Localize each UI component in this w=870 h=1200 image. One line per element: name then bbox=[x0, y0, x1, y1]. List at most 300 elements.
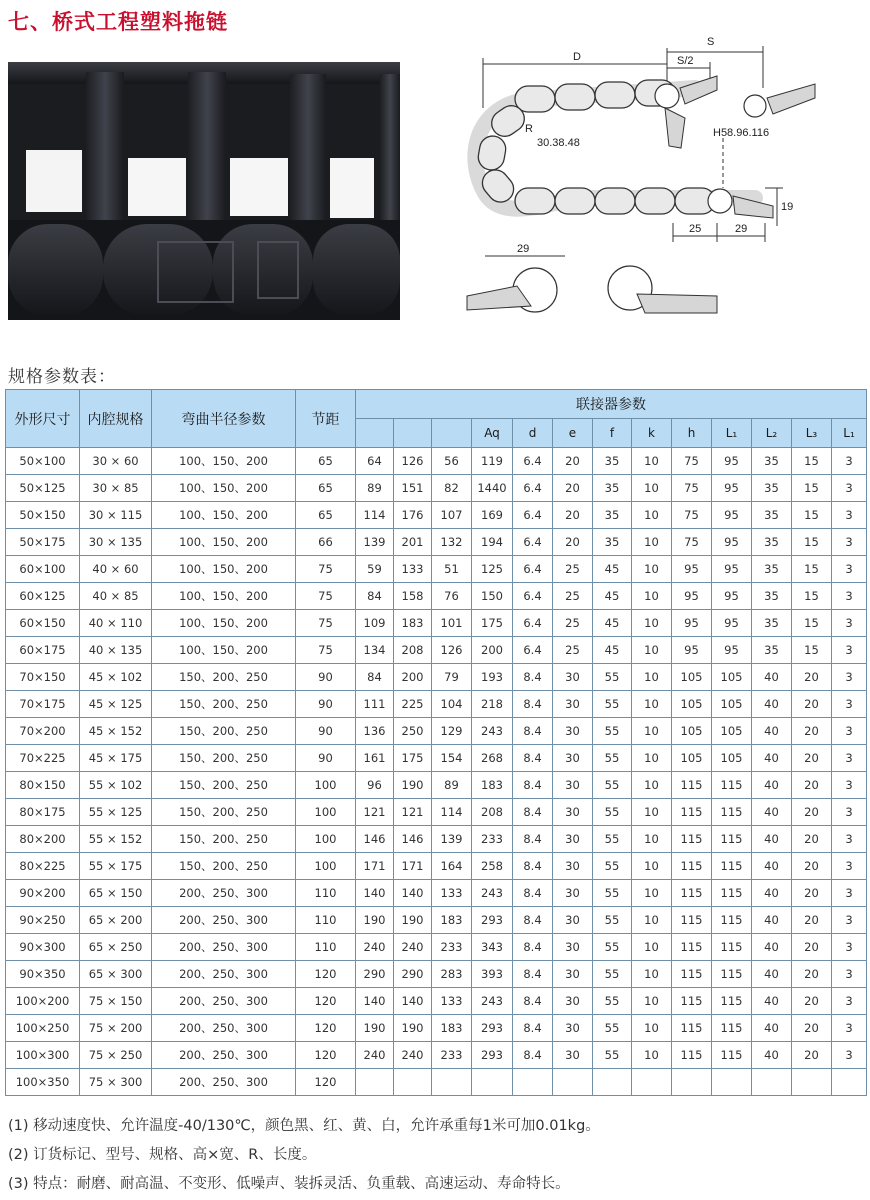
table-cell: 95 bbox=[712, 475, 752, 502]
table-cell: 100、150、200 bbox=[152, 502, 296, 529]
table-cell: 65 bbox=[296, 475, 356, 502]
table-cell: 105 bbox=[712, 718, 752, 745]
table-cell: 55 bbox=[593, 1042, 632, 1069]
table-cell: 8.4 bbox=[513, 988, 553, 1015]
table-row bbox=[6, 583, 867, 610]
table-cell: 15 bbox=[792, 502, 832, 529]
table-cell: 3 bbox=[832, 637, 867, 664]
table-cell: 8.4 bbox=[513, 799, 553, 826]
table-cell: 1440 bbox=[472, 475, 513, 502]
table-cell: 115 bbox=[712, 880, 752, 907]
table-cell: 65 bbox=[296, 448, 356, 475]
table-cell: 120 bbox=[296, 1069, 356, 1096]
table-cell: 90×250 bbox=[6, 907, 80, 934]
table-cell: 8.4 bbox=[513, 934, 553, 961]
table-cell: 183 bbox=[472, 772, 513, 799]
table-cell: 119 bbox=[472, 448, 513, 475]
table-cell: 200、250、300 bbox=[152, 1015, 296, 1042]
table-row bbox=[6, 475, 867, 502]
spec-table bbox=[5, 389, 867, 1096]
table-cell: 150、200、250 bbox=[152, 691, 296, 718]
table-cell: 115 bbox=[672, 853, 712, 880]
table-cell: 20 bbox=[792, 1042, 832, 1069]
table-cell: 107 bbox=[432, 502, 472, 529]
table-cell: 3 bbox=[832, 853, 867, 880]
table-cell: 20 bbox=[792, 961, 832, 988]
table-cell: 243 bbox=[472, 988, 513, 1015]
table-row bbox=[6, 502, 867, 529]
table-cell: 200、250、300 bbox=[152, 1042, 296, 1069]
table-cell: 55 bbox=[593, 934, 632, 961]
sub-header-cell: L₂ bbox=[752, 419, 792, 448]
table-cell: 105 bbox=[672, 664, 712, 691]
table-row bbox=[6, 988, 867, 1015]
table-cell: 100×350 bbox=[6, 1069, 80, 1096]
table-cell: 10 bbox=[632, 475, 672, 502]
table-cell: 290 bbox=[356, 961, 394, 988]
table-cell: 76 bbox=[432, 583, 472, 610]
table-cell: 50×175 bbox=[6, 529, 80, 556]
table-cell: 8.4 bbox=[513, 853, 553, 880]
table-cell: 25 bbox=[553, 637, 593, 664]
table-cell bbox=[752, 1069, 792, 1096]
table-cell: 115 bbox=[712, 826, 752, 853]
table-cell: 120 bbox=[296, 1015, 356, 1042]
table-cell: 40 bbox=[752, 799, 792, 826]
table-cell: 121 bbox=[394, 799, 432, 826]
table-cell: 60×175 bbox=[6, 637, 80, 664]
table-cell: 45 bbox=[593, 637, 632, 664]
table-cell: 111 bbox=[356, 691, 394, 718]
table-row bbox=[6, 799, 867, 826]
table-cell: 40 × 85 bbox=[80, 583, 152, 610]
table-cell: 175 bbox=[394, 745, 432, 772]
table-cell: 100、150、200 bbox=[152, 556, 296, 583]
table-cell: 126 bbox=[432, 637, 472, 664]
table-cell: 96 bbox=[356, 772, 394, 799]
table-cell: 30 × 60 bbox=[80, 448, 152, 475]
table-row bbox=[6, 1015, 867, 1042]
table-cell: 15 bbox=[792, 475, 832, 502]
table-cell: 82 bbox=[432, 475, 472, 502]
table-cell bbox=[432, 1069, 472, 1096]
table-cell: 10 bbox=[632, 880, 672, 907]
table-cell: 55 bbox=[593, 799, 632, 826]
table-cell: 40 bbox=[752, 1015, 792, 1042]
diagram-label-s-half: S/2 bbox=[677, 55, 694, 67]
table-cell bbox=[832, 1069, 867, 1096]
sub-header-cell: f bbox=[593, 419, 632, 448]
table-cell: 8.4 bbox=[513, 826, 553, 853]
table-cell: 65 bbox=[296, 502, 356, 529]
table-cell: 60×100 bbox=[6, 556, 80, 583]
table-cell: 115 bbox=[672, 826, 712, 853]
table-cell: 40 bbox=[752, 988, 792, 1015]
table-cell: 133 bbox=[432, 988, 472, 1015]
table-cell: 30 bbox=[553, 907, 593, 934]
table-cell: 154 bbox=[432, 745, 472, 772]
table-cell: 10 bbox=[632, 556, 672, 583]
table-cell: 200 bbox=[394, 664, 432, 691]
table-cell: 110 bbox=[296, 880, 356, 907]
table-cell: 3 bbox=[832, 529, 867, 556]
diagram-label-29-left: 29 bbox=[517, 243, 530, 255]
note-3: (3) 特点：耐磨、耐高温、不变形、低噪声、装拆灵活、负重载、高速运动、寿命特长。 bbox=[8, 1176, 570, 1192]
table-cell: 6.4 bbox=[513, 529, 553, 556]
sub-header-cell bbox=[432, 419, 472, 448]
table-cell: 129 bbox=[432, 718, 472, 745]
table-cell: 3 bbox=[832, 475, 867, 502]
table-cell: 55 bbox=[593, 718, 632, 745]
table-cell: 10 bbox=[632, 826, 672, 853]
table-cell: 90×200 bbox=[6, 880, 80, 907]
table-cell: 35 bbox=[593, 448, 632, 475]
table-cell: 40 × 110 bbox=[80, 610, 152, 637]
table-cell: 104 bbox=[432, 691, 472, 718]
table-cell: 140 bbox=[356, 880, 394, 907]
table-cell: 6.4 bbox=[513, 502, 553, 529]
table-cell bbox=[472, 1069, 513, 1096]
table-cell: 240 bbox=[394, 1042, 432, 1069]
table-cell: 65 × 250 bbox=[80, 934, 152, 961]
table-cell: 55 bbox=[593, 853, 632, 880]
table-cell: 190 bbox=[356, 907, 394, 934]
table-cell: 343 bbox=[472, 934, 513, 961]
table-cell: 10 bbox=[632, 448, 672, 475]
table-cell: 3 bbox=[832, 880, 867, 907]
table-cell: 183 bbox=[432, 907, 472, 934]
table-cell: 20 bbox=[792, 826, 832, 853]
table-cell: 200、250、300 bbox=[152, 1069, 296, 1096]
table-cell: 55 × 102 bbox=[80, 772, 152, 799]
table-cell: 3 bbox=[832, 718, 867, 745]
table-cell: 20 bbox=[553, 529, 593, 556]
table-cell: 75 × 300 bbox=[80, 1069, 152, 1096]
table-row bbox=[6, 1042, 867, 1069]
table-row bbox=[6, 691, 867, 718]
table-cell bbox=[712, 1069, 752, 1096]
table-cell: 233 bbox=[472, 826, 513, 853]
table-cell: 200、250、300 bbox=[152, 880, 296, 907]
table-cell: 15 bbox=[792, 637, 832, 664]
table-cell: 208 bbox=[472, 799, 513, 826]
table-cell: 40 bbox=[752, 691, 792, 718]
table-cell: 171 bbox=[394, 853, 432, 880]
table-cell: 30 bbox=[553, 880, 593, 907]
table-row bbox=[6, 556, 867, 583]
table-cell: 6.4 bbox=[513, 637, 553, 664]
table-cell: 193 bbox=[472, 664, 513, 691]
table-cell: 100×250 bbox=[6, 1015, 80, 1042]
table-cell: 40 bbox=[752, 853, 792, 880]
table-cell: 15 bbox=[792, 583, 832, 610]
table-cell: 6.4 bbox=[513, 583, 553, 610]
spec-heading: 规格参数表： bbox=[8, 367, 116, 387]
table-cell: 10 bbox=[632, 934, 672, 961]
table-cell: 40 bbox=[752, 934, 792, 961]
table-cell: 45 bbox=[593, 556, 632, 583]
table-cell: 20 bbox=[792, 880, 832, 907]
table-cell: 35 bbox=[752, 475, 792, 502]
table-row bbox=[6, 880, 867, 907]
table-cell: 95 bbox=[712, 502, 752, 529]
table-cell: 40 bbox=[752, 718, 792, 745]
table-cell: 115 bbox=[672, 961, 712, 988]
table-cell: 40 × 135 bbox=[80, 637, 152, 664]
table-cell: 3 bbox=[832, 934, 867, 961]
table-cell: 75 bbox=[672, 529, 712, 556]
table-cell: 60×125 bbox=[6, 583, 80, 610]
sub-header-cell bbox=[356, 419, 394, 448]
table-cell: 15 bbox=[792, 556, 832, 583]
table-cell: 110 bbox=[296, 934, 356, 961]
table-cell: 121 bbox=[356, 799, 394, 826]
diagram-label-height-values: H58.96.116 bbox=[713, 127, 770, 139]
table-row bbox=[6, 448, 867, 475]
table-cell: 10 bbox=[632, 637, 672, 664]
table-cell: 175 bbox=[472, 610, 513, 637]
table-cell: 200、250、300 bbox=[152, 961, 296, 988]
table-cell: 3 bbox=[832, 745, 867, 772]
table-cell: 3 bbox=[832, 691, 867, 718]
table-cell: 8.4 bbox=[513, 664, 553, 691]
table-cell: 10 bbox=[632, 718, 672, 745]
table-cell: 65 × 200 bbox=[80, 907, 152, 934]
table-cell bbox=[356, 1069, 394, 1096]
table-cell: 3 bbox=[832, 961, 867, 988]
product-photo bbox=[8, 62, 400, 320]
technical-diagram bbox=[455, 28, 860, 338]
table-cell: 45 × 125 bbox=[80, 691, 152, 718]
table-cell: 20 bbox=[792, 772, 832, 799]
table-cell: 100、150、200 bbox=[152, 610, 296, 637]
table-cell: 65 × 150 bbox=[80, 880, 152, 907]
table-cell: 45 bbox=[593, 610, 632, 637]
table-cell bbox=[513, 1069, 553, 1096]
table-cell: 3 bbox=[832, 556, 867, 583]
table-cell: 55 × 125 bbox=[80, 799, 152, 826]
table-cell: 20 bbox=[792, 691, 832, 718]
table-cell: 120 bbox=[296, 988, 356, 1015]
table-cell: 201 bbox=[394, 529, 432, 556]
table-cell: 95 bbox=[712, 529, 752, 556]
table-cell: 10 bbox=[632, 988, 672, 1015]
sub-header-cell: L₁ bbox=[712, 419, 752, 448]
header-inner: 内腔规格 bbox=[80, 390, 152, 448]
table-cell: 3 bbox=[832, 1015, 867, 1042]
table-cell: 151 bbox=[394, 475, 432, 502]
table-cell: 51 bbox=[432, 556, 472, 583]
table-cell: 45 × 175 bbox=[80, 745, 152, 772]
table-cell: 35 bbox=[752, 556, 792, 583]
table-cell: 150、200、250 bbox=[152, 664, 296, 691]
table-cell: 200、250、300 bbox=[152, 934, 296, 961]
table-cell: 25 bbox=[553, 610, 593, 637]
table-cell: 161 bbox=[356, 745, 394, 772]
table-cell: 100、150、200 bbox=[152, 529, 296, 556]
page-title: 七、桥式工程塑料拖链 bbox=[8, 10, 228, 34]
table-cell: 8.4 bbox=[513, 772, 553, 799]
table-cell: 40 bbox=[752, 745, 792, 772]
table-cell: 89 bbox=[356, 475, 394, 502]
table-cell: 115 bbox=[672, 799, 712, 826]
table-cell: 75 bbox=[672, 475, 712, 502]
table-cell: 10 bbox=[632, 691, 672, 718]
table-cell: 20 bbox=[792, 1015, 832, 1042]
table-cell: 8.4 bbox=[513, 691, 553, 718]
table-cell: 75 bbox=[296, 637, 356, 664]
table-cell: 35 bbox=[752, 583, 792, 610]
table-cell: 133 bbox=[432, 880, 472, 907]
table-cell: 3 bbox=[832, 907, 867, 934]
table-cell: 115 bbox=[712, 961, 752, 988]
table-cell: 80×150 bbox=[6, 772, 80, 799]
table-cell: 190 bbox=[394, 907, 432, 934]
table-cell: 293 bbox=[472, 1015, 513, 1042]
table-cell: 115 bbox=[712, 988, 752, 1015]
table-cell: 95 bbox=[712, 637, 752, 664]
table-cell: 101 bbox=[432, 610, 472, 637]
table-cell: 3 bbox=[832, 1042, 867, 1069]
table-cell: 115 bbox=[712, 1015, 752, 1042]
table-cell: 158 bbox=[394, 583, 432, 610]
diagram-label-19: 19 bbox=[781, 201, 794, 213]
table-cell: 20 bbox=[792, 853, 832, 880]
table-cell: 100×300 bbox=[6, 1042, 80, 1069]
table-cell: 95 bbox=[672, 583, 712, 610]
table-cell: 20 bbox=[792, 934, 832, 961]
table-cell: 10 bbox=[632, 610, 672, 637]
table-cell: 55 bbox=[593, 988, 632, 1015]
table-cell: 132 bbox=[432, 529, 472, 556]
table-cell: 64 bbox=[356, 448, 394, 475]
table-cell: 146 bbox=[356, 826, 394, 853]
diagram-label-d: D bbox=[573, 51, 581, 63]
table-cell: 75 × 250 bbox=[80, 1042, 152, 1069]
table-row bbox=[6, 664, 867, 691]
table-cell: 194 bbox=[472, 529, 513, 556]
table-cell: 89 bbox=[432, 772, 472, 799]
table-cell: 115 bbox=[672, 1015, 712, 1042]
sub-header-cell: L₁ bbox=[832, 419, 867, 448]
table-cell: 10 bbox=[632, 529, 672, 556]
table-cell: 30 bbox=[553, 745, 593, 772]
table-cell: 115 bbox=[712, 934, 752, 961]
table-cell: 75 bbox=[296, 583, 356, 610]
table-cell: 40 bbox=[752, 772, 792, 799]
table-cell: 20 bbox=[792, 664, 832, 691]
table-cell: 171 bbox=[356, 853, 394, 880]
table-cell: 120 bbox=[296, 1042, 356, 1069]
table-cell: 55 bbox=[593, 880, 632, 907]
table-cell: 55 bbox=[593, 826, 632, 853]
table-cell: 240 bbox=[356, 1042, 394, 1069]
table-cell: 3 bbox=[832, 799, 867, 826]
table-cell: 15 bbox=[792, 448, 832, 475]
table-cell: 35 bbox=[752, 502, 792, 529]
table-cell: 268 bbox=[472, 745, 513, 772]
table-cell: 10 bbox=[632, 502, 672, 529]
table-cell: 3 bbox=[832, 664, 867, 691]
table-cell: 233 bbox=[432, 934, 472, 961]
table-cell bbox=[672, 1069, 712, 1096]
table-cell: 8.4 bbox=[513, 880, 553, 907]
header-pitch: 节距 bbox=[296, 390, 356, 448]
table-cell: 8.4 bbox=[513, 1042, 553, 1069]
table-cell: 200、250、300 bbox=[152, 907, 296, 934]
table-cell: 70×150 bbox=[6, 664, 80, 691]
table-cell: 105 bbox=[672, 718, 712, 745]
table-cell: 45 × 102 bbox=[80, 664, 152, 691]
table-cell: 95 bbox=[712, 448, 752, 475]
table-cell: 35 bbox=[752, 529, 792, 556]
sub-header-cell: d bbox=[513, 419, 553, 448]
table-cell: 30 bbox=[553, 961, 593, 988]
note-2: (2) 订货标记、型号、规格、高×宽、R、长度。 bbox=[8, 1147, 317, 1163]
table-cell: 100、150、200 bbox=[152, 637, 296, 664]
table-cell bbox=[792, 1069, 832, 1096]
table-cell: 8.4 bbox=[513, 1015, 553, 1042]
table-cell: 115 bbox=[712, 772, 752, 799]
table-cell: 3 bbox=[832, 988, 867, 1015]
table-cell: 10 bbox=[632, 907, 672, 934]
table-cell: 15 bbox=[792, 610, 832, 637]
table-cell: 10 bbox=[632, 583, 672, 610]
table-cell: 105 bbox=[712, 745, 752, 772]
table-cell: 50×100 bbox=[6, 448, 80, 475]
table-cell: 250 bbox=[394, 718, 432, 745]
table-cell: 136 bbox=[356, 718, 394, 745]
table-row bbox=[6, 772, 867, 799]
table-cell: 283 bbox=[432, 961, 472, 988]
table-cell: 293 bbox=[472, 1042, 513, 1069]
table-row bbox=[6, 529, 867, 556]
table-cell: 3 bbox=[832, 502, 867, 529]
table-cell: 100 bbox=[296, 799, 356, 826]
table-cell: 75 × 200 bbox=[80, 1015, 152, 1042]
table-cell: 8.4 bbox=[513, 961, 553, 988]
table-row bbox=[6, 934, 867, 961]
table-cell: 40 × 60 bbox=[80, 556, 152, 583]
table-cell: 30 × 85 bbox=[80, 475, 152, 502]
table-cell: 35 bbox=[752, 610, 792, 637]
table-cell: 30 bbox=[553, 664, 593, 691]
sub-header-cell: Aq bbox=[472, 419, 513, 448]
sub-header-cell: k bbox=[632, 419, 672, 448]
table-cell: 70×225 bbox=[6, 745, 80, 772]
table-cell: 10 bbox=[632, 961, 672, 988]
table-cell: 59 bbox=[356, 556, 394, 583]
table-cell: 75 bbox=[296, 610, 356, 637]
table-cell: 6.4 bbox=[513, 475, 553, 502]
table-cell: 55 bbox=[593, 664, 632, 691]
table-cell: 84 bbox=[356, 583, 394, 610]
sub-header-cell: e bbox=[553, 419, 593, 448]
table-cell: 150 bbox=[472, 583, 513, 610]
table-cell: 243 bbox=[472, 718, 513, 745]
table-cell: 55 bbox=[593, 745, 632, 772]
table-cell: 6.4 bbox=[513, 556, 553, 583]
table-cell: 45 × 152 bbox=[80, 718, 152, 745]
table-cell: 140 bbox=[394, 988, 432, 1015]
table-cell: 150、200、250 bbox=[152, 772, 296, 799]
table-cell: 50×125 bbox=[6, 475, 80, 502]
table-cell: 95 bbox=[672, 556, 712, 583]
table-cell: 20 bbox=[792, 907, 832, 934]
table-cell: 35 bbox=[752, 637, 792, 664]
table-cell: 55 bbox=[593, 772, 632, 799]
table-cell: 30 bbox=[553, 799, 593, 826]
